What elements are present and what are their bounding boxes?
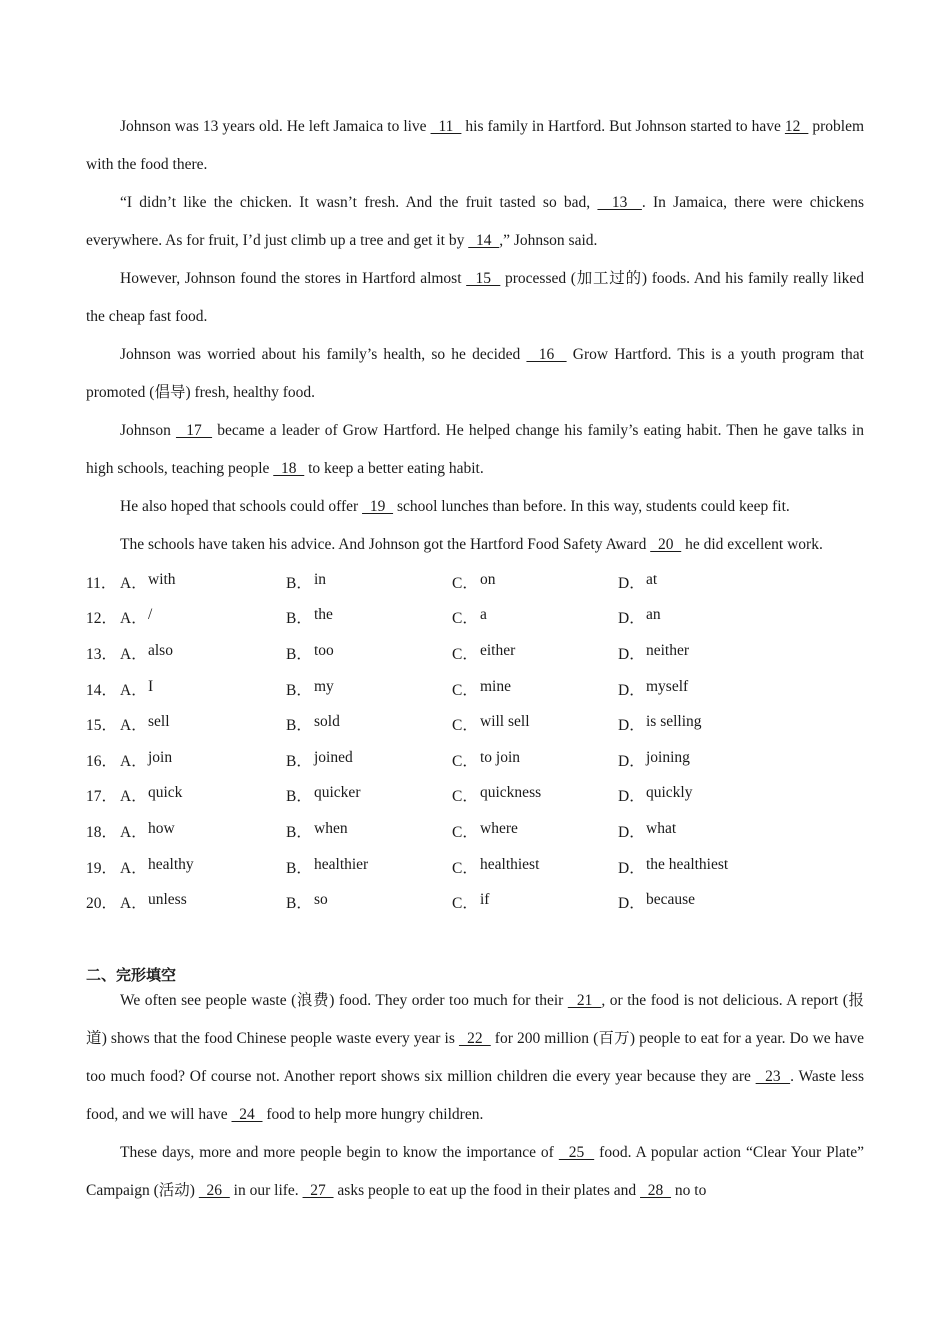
option-b: B． healthier <box>286 855 369 877</box>
blank-26: 26 <box>198 1181 230 1199</box>
option-a: A． healthy <box>120 855 194 877</box>
option-d: D． what <box>618 819 677 841</box>
question-row: 18． A． how B． when C． where D． what <box>86 813 864 849</box>
option-c: C． where <box>452 819 518 841</box>
question-row: 13． A． also B． too C． either D． neither <box>86 635 864 671</box>
passage1-paragraph-2: “I didn’t like the chicken. It wasn’t fresh. And the fruit tasted so bad, 13 . In Jamaica, there were chickens everywhere. As for fruit, I’d just climb up a tree and get it by 14 ,” Johnson said. <box>86 194 865 249</box>
option-d: D． neither <box>618 641 690 663</box>
blank-14: 14 <box>468 232 500 249</box>
option-a: A． I <box>120 677 154 699</box>
option-b: B． joined <box>286 748 353 770</box>
passage1-paragraph-3: However, Johnson found the stores in Hartford almost 15 processed (加工过的) foods. And his family really liked the cheap fast food. <box>86 270 865 325</box>
option-d: D． the healthiest <box>618 855 729 877</box>
option-a: A． / <box>120 606 153 628</box>
option-a: A． join <box>120 748 173 770</box>
option-d: D． because <box>618 891 696 913</box>
blank-27: 27 <box>302 1181 334 1199</box>
blank-22: 22 <box>458 1029 491 1047</box>
option-c: C． healthiest <box>452 855 540 877</box>
blank-20: 20 <box>650 536 682 553</box>
question-row: 17． A． quick B． quicker C． quickness D． quickly <box>86 778 864 814</box>
option-b: B． quicker <box>286 784 361 806</box>
blank-19: 19 <box>362 498 394 515</box>
question-row: 15． A． sell B． sold C． will sell D． is selling <box>86 706 864 742</box>
option-b: B． in <box>286 570 327 592</box>
option-d: D． joining <box>618 748 690 770</box>
blank-13: 13 <box>597 194 642 211</box>
document-page <box>86 108 864 1210</box>
passage1-paragraph-4: Johnson was worried about his family’s health, so he decided 16 Grow Hartford. This is a youth program that promoted (倡导) fresh, healthy food. <box>86 346 864 401</box>
option-a: A． how <box>120 819 175 841</box>
option-b: B． so <box>286 891 328 913</box>
blank-23: 23 <box>755 1067 791 1085</box>
option-c: C． to join <box>452 748 521 770</box>
option-d: D． myself <box>618 677 689 699</box>
passage1-paragraph-1: Johnson was 13 years old. He left Jamaica to live 11 his family in Hartford. But Johnson started to have 12 problem with the food there. <box>86 118 865 173</box>
option-a: A． unless <box>120 891 187 913</box>
blank-15: 15 <box>466 270 501 287</box>
blank-11: 11 <box>430 118 462 135</box>
option-c: C． will sell <box>452 713 530 735</box>
option-c: C． if <box>452 891 490 913</box>
option-c: C． either <box>452 641 516 663</box>
blank-18: 18 <box>273 460 305 477</box>
option-a: A． also <box>120 641 173 663</box>
question-row: 20． A． unless B． so C． if D． because <box>86 884 864 920</box>
option-c: C． on <box>452 570 496 592</box>
passage1-paragraph-7: The schools have taken his advice. And Johnson got the Hartford Food Safety Award 20 he did excellent work. <box>120 536 823 553</box>
option-b: B． when <box>286 819 348 841</box>
blank-17: 17 <box>175 422 213 439</box>
option-b: B． sold <box>286 713 340 735</box>
blank-12: 12 <box>784 118 809 135</box>
option-c: C． a <box>452 606 487 628</box>
blank-21: 21 <box>567 991 602 1009</box>
option-d: D． quickly <box>618 784 693 806</box>
passage1-paragraph-6: He also hoped that schools could offer 19 school lunches than before. In this way, students could keep fit. <box>120 498 790 515</box>
option-b: B． my <box>286 677 334 699</box>
passage2-paragraph-1: We often see people waste (浪费) food. They order too much for their 21 , or the food is not delicious. A report (报道) shows that the food Chinese people waste every year is 22 for 200 million (百万) people to eat for a year. Do we have too much food? Of course not. Another report shows six million children die every year because they are 23 . Waste less food, and we will have 24 food to help more hungry children. <box>86 991 865 1123</box>
blank-25: 25 <box>558 1143 595 1161</box>
blank-28: 28 <box>640 1181 672 1199</box>
option-c: C． quickness <box>452 784 542 806</box>
option-a: A． sell <box>120 713 170 735</box>
blank-16: 16 <box>526 346 567 363</box>
option-d: D． is selling <box>618 713 702 735</box>
answer-options <box>86 564 864 920</box>
question-row: 14． A． I B． my C． mine D． myself <box>86 671 864 707</box>
question-row: 19． A． healthy B． healthier C． healthiest D． the healthiest <box>86 849 864 885</box>
blank-24: 24 <box>231 1105 263 1123</box>
question-row: 12． A． / B． the C． a D． an <box>86 600 864 636</box>
option-a: A． quick <box>120 784 183 806</box>
passage2-paragraph-2: These days, more and more people begin to know the importance of 25 food. A popular action “Clear Your Plate” Campaign (活动) 26 in our life. 27 asks people to eat up the food in their plates and 28 no to <box>86 1143 864 1199</box>
question-row: 16． A． join B． joined C． to join D． joining <box>86 742 864 778</box>
option-b: B． too <box>286 641 334 663</box>
option-a: A． with <box>120 570 176 592</box>
question-row: 11． A． with B． in C． on D． at <box>86 564 864 600</box>
option-d: D． at <box>618 570 658 592</box>
passage1-paragraph-5: Johnson 17 became a leader of Grow Hartford. He helped change his family’s eating habit. Then he gave talks in high schools, teaching people 18 to keep a better eating habit. <box>86 422 864 477</box>
option-d: D． an <box>618 606 661 628</box>
option-b: B． the <box>286 606 333 628</box>
option-c: C． mine <box>452 677 511 699</box>
section-title-cloze: 二、完形填空 <box>86 965 177 984</box>
